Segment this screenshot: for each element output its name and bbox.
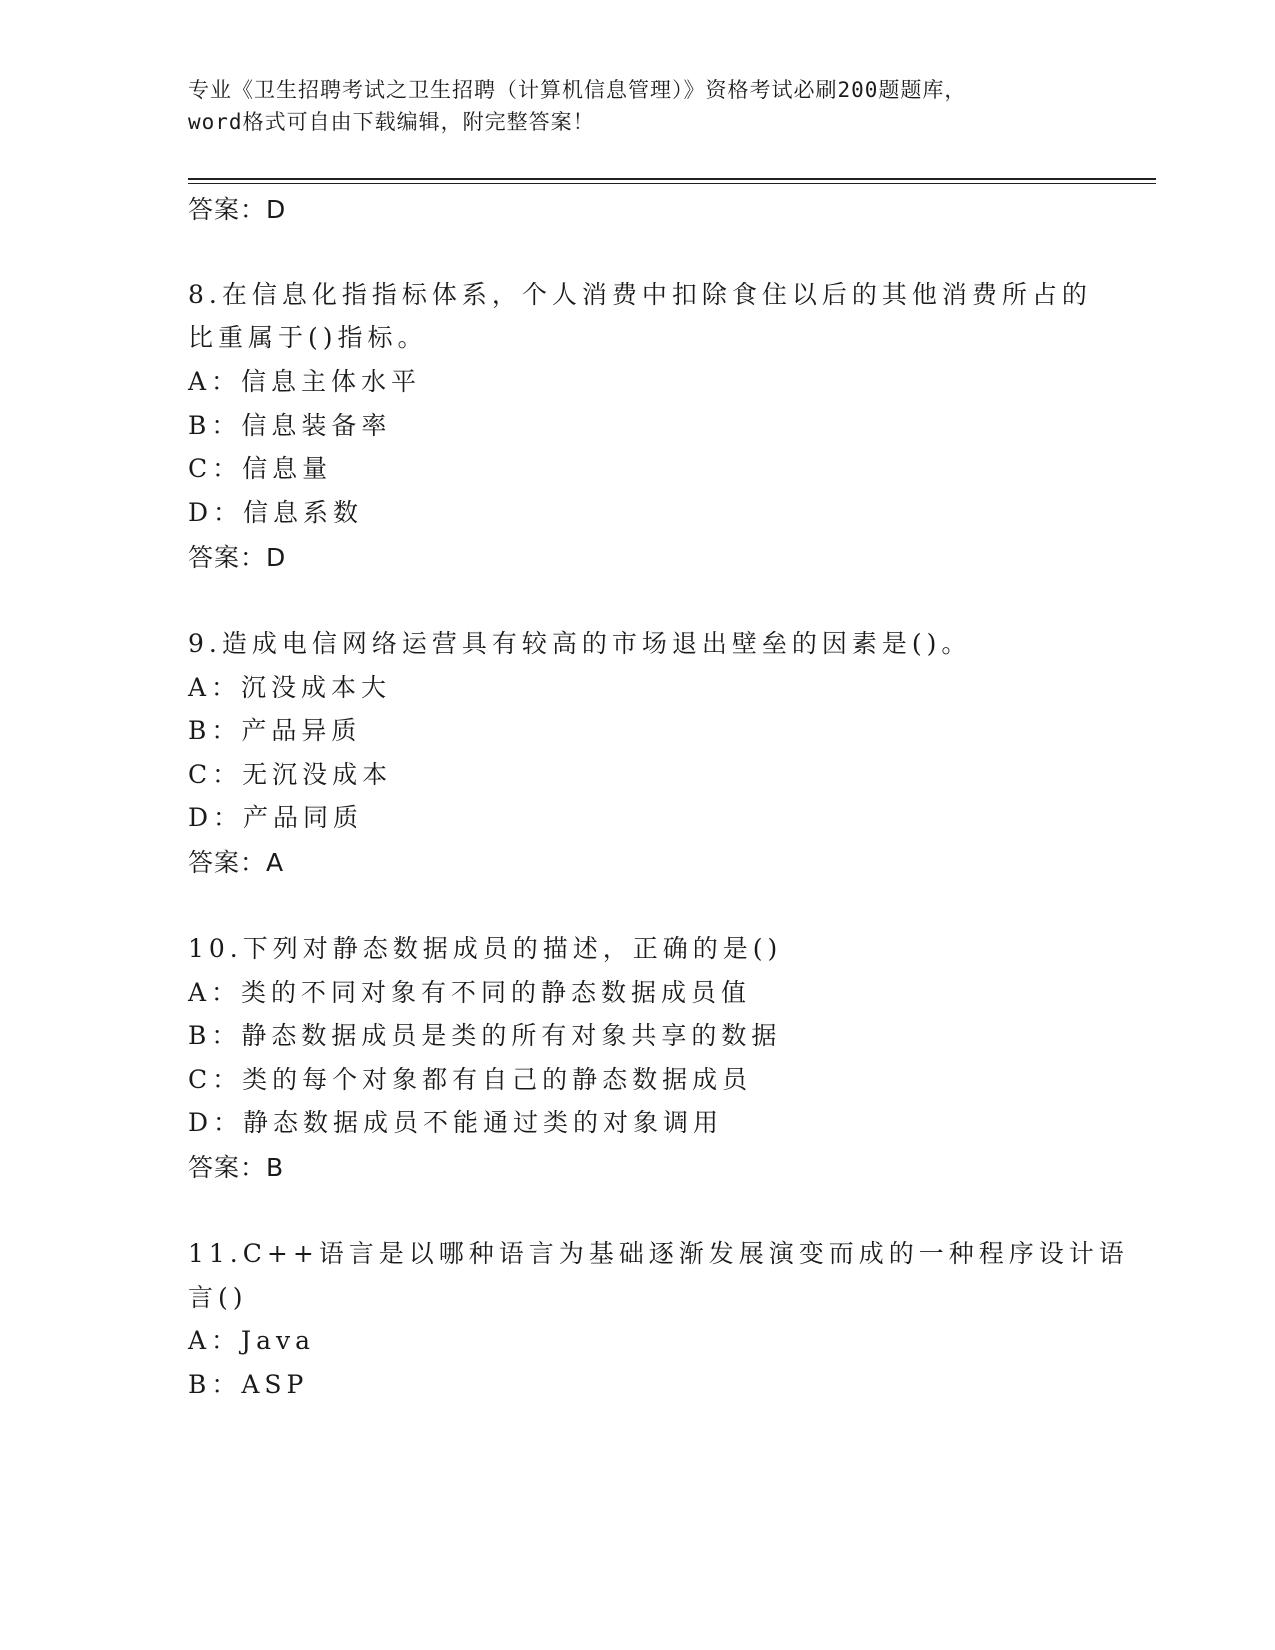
question-8-option-a: A：信息主体水平: [188, 367, 422, 396]
question-8-option-b: B：信息装备率: [188, 411, 392, 440]
question-9-option-c: C：无沉没成本: [188, 760, 393, 789]
question-10-option-b: B：静态数据成员是类的所有对象共享的数据: [188, 1021, 782, 1050]
header-line-2: word格式可自由下载编辑，附完整答案！: [188, 110, 595, 134]
previous-answer: 答案：D: [188, 195, 287, 224]
question-11-stem-line-1: 11.C++语言是以哪种语言为基础逐渐发展演变而成的一种程序设计语: [188, 1239, 1129, 1268]
header-divider-thick: [188, 178, 1156, 180]
question-8-option-c: C：信息量: [188, 454, 333, 483]
question-9-answer: 答案：A: [188, 848, 285, 877]
question-11-option-a: A：Java: [188, 1326, 316, 1355]
question-10-option-a: A：类的不同对象有不同的静态数据成员值: [188, 978, 752, 1007]
question-10-answer: 答案：B: [188, 1153, 285, 1182]
header-line-1: 专业《卫生招聘考试之卫生招聘（计算机信息管理）》资格考试必刷200题题库，: [188, 78, 967, 102]
question-8-stem-line-1: 8.在信息化指指标体系，个人消费中扣除食住以后的其他消费所占的: [188, 280, 1092, 309]
header-divider-thin: [188, 183, 1156, 184]
question-9-option-d: D：产品同质: [188, 803, 364, 832]
question-9-option-b: B：产品异质: [188, 716, 362, 745]
question-11-option-b: B：ASP: [188, 1370, 309, 1399]
question-8-answer: 答案：D: [188, 543, 287, 572]
document-header: [188, 74, 1088, 138]
question-10-option-d: D：静态数据成员不能通过类的对象调用: [188, 1108, 724, 1137]
question-11-stem-line-2: 言(): [188, 1283, 248, 1312]
question-9-stem-line-1: 9.造成电信网络运营具有较高的市场退出壁垒的因素是()。: [188, 629, 972, 658]
question-10-option-c: C：类的每个对象都有自己的静态数据成员: [188, 1065, 753, 1094]
question-8-option-d: D：信息系数: [188, 498, 364, 527]
question-9-option-a: A：沉没成本大: [188, 673, 392, 702]
question-8-stem-line-2: 比重属于()指标。: [188, 323, 428, 352]
question-10-stem-line-1: 10.下列对静态数据成员的描述，正确的是(): [188, 934, 783, 963]
